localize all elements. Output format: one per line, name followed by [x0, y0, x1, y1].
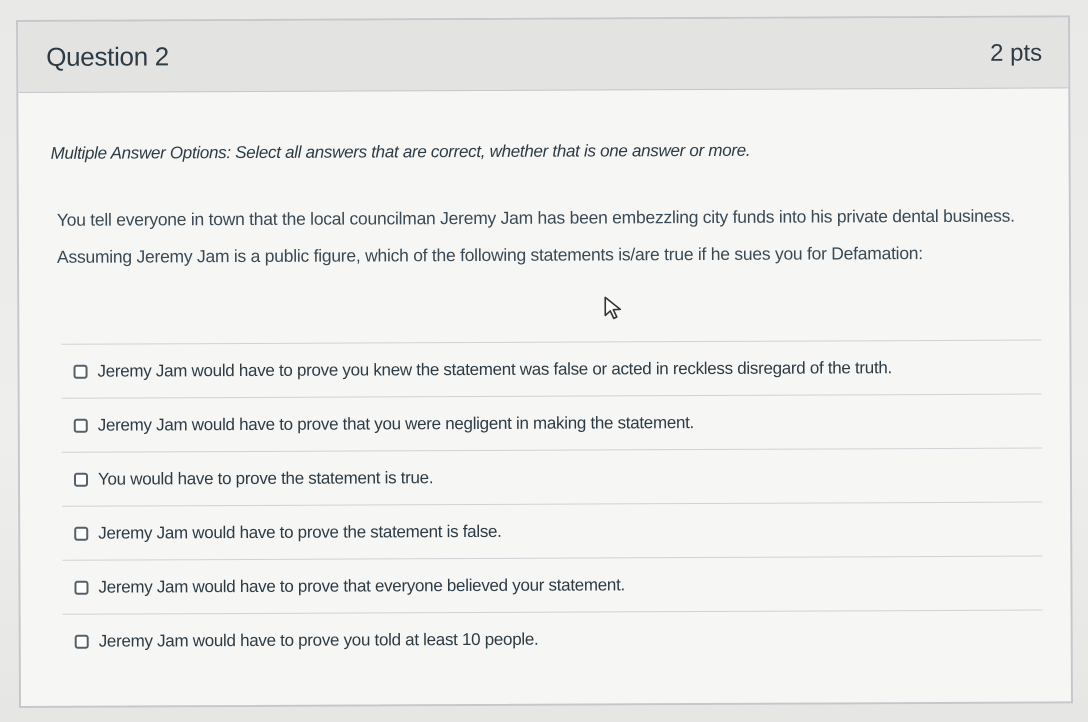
answer-label[interactable]: Jeremy Jam would have to prove the statement is false.	[98, 521, 502, 543]
answer-label[interactable]: Jeremy Jam would have to prove that everyone believed your statement.	[98, 574, 625, 597]
answer-label[interactable]: Jeremy Jam would have to prove you told at least 10 people.	[98, 629, 539, 651]
question-points: 2 pts	[990, 39, 1043, 67]
answer-checkbox[interactable]	[75, 634, 89, 648]
question-text: You tell everyone in town that the local councilman Jeremy Jam has been embezzling city funds into his private dental business. Assuming Jeremy Jam is a public figure, which of the following statements is/are true if he sues you for Defamation:	[56, 205, 1015, 267]
answer-checkbox[interactable]	[74, 364, 88, 378]
answer-list	[61, 340, 1042, 668]
answer-label[interactable]: Jeremy Jam would have to prove you knew the statement was false or acted in reckless disregard of the truth.	[97, 357, 892, 381]
answer-checkbox[interactable]	[74, 580, 88, 594]
answer-checkbox[interactable]	[74, 472, 88, 486]
answer-checkbox[interactable]	[74, 418, 88, 432]
answer-label[interactable]: Jeremy Jam would have to prove that you were negligent in making the statement.	[97, 412, 694, 435]
question-header	[18, 17, 1068, 93]
answer-option[interactable]	[61, 340, 1041, 398]
mouse-pointer-icon	[602, 295, 626, 321]
answer-option[interactable]	[62, 556, 1042, 614]
answer-option[interactable]	[62, 394, 1042, 452]
answer-option[interactable]	[63, 610, 1043, 668]
question-instructions: Multiple Answer Options: Select all answers that are correct, whether that is one answer or more.	[50, 140, 751, 163]
question-title: Question 2	[46, 41, 169, 72]
answer-option[interactable]	[62, 448, 1042, 506]
answer-checkbox[interactable]	[74, 526, 88, 540]
question-card	[16, 15, 1073, 708]
answer-label[interactable]: You would have to prove the statement is true.	[97, 467, 434, 489]
answer-option[interactable]	[62, 502, 1042, 560]
